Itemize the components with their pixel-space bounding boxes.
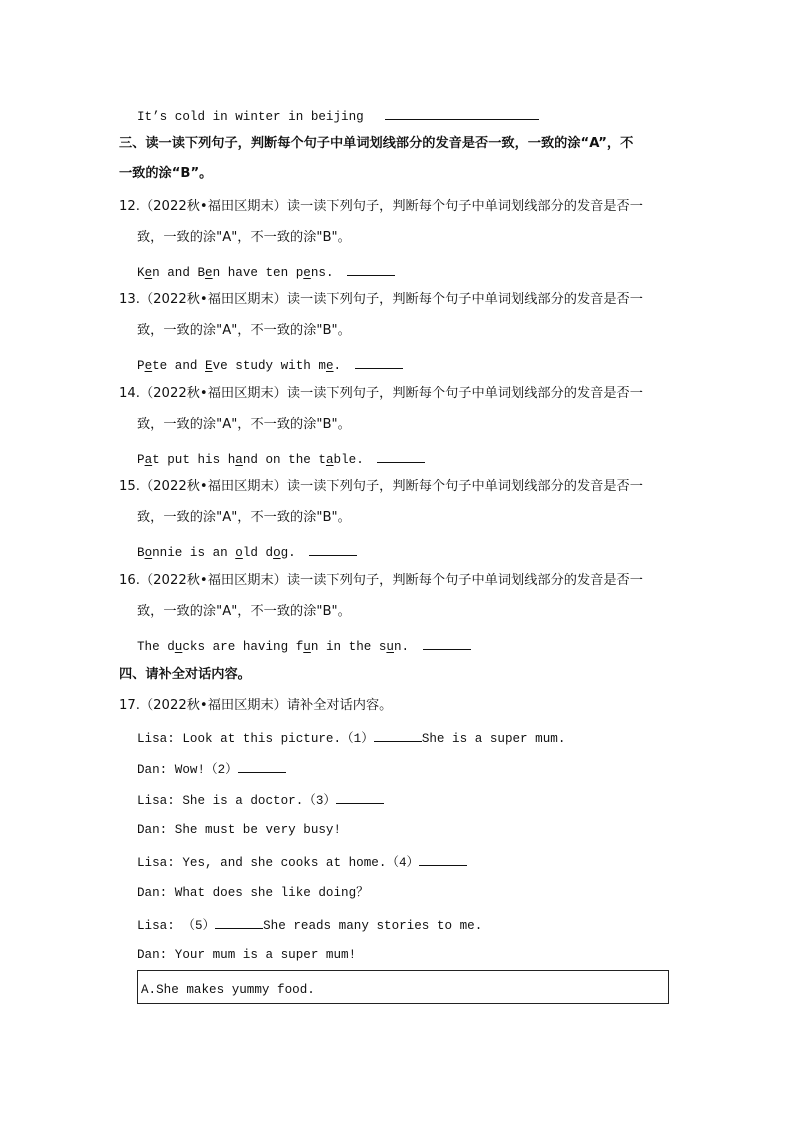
- question-13-prompt: 13.（2022秋•福田区期末）读一读下列句子，判断每个句子中单词划线部分的发音是否一: [119, 292, 643, 307]
- sentence-segment: ble.: [333, 453, 364, 467]
- option-a: A.She makes yummy food.: [141, 983, 315, 997]
- question-14-sentence: [137, 449, 425, 469]
- question-15-sentence: [137, 542, 357, 562]
- sentence-segment: n.: [393, 640, 410, 654]
- options-box: [137, 970, 669, 1004]
- question-17-prompt: 17.（2022秋•福田区期末）请补全对话内容。: [119, 698, 393, 713]
- sentence-text: [137, 266, 334, 280]
- underlined-letters: E: [205, 359, 213, 373]
- underlined-letters: u: [174, 640, 183, 654]
- underlined-letters: a: [144, 453, 153, 467]
- answer-blank[interactable]: [347, 262, 395, 276]
- sentence-segment: ns.: [310, 266, 334, 280]
- answer-blank[interactable]: [377, 449, 425, 463]
- answer-blank[interactable]: [385, 106, 539, 120]
- question-16-sentence: [137, 636, 471, 656]
- question-13-sentence: [137, 355, 403, 375]
- sentence-segment: P: [137, 359, 145, 373]
- sentence-segment: ve study with m: [212, 359, 326, 373]
- dialogue-line-2: Dan: Wow!（2）: [137, 759, 286, 779]
- sentence-text: [137, 359, 341, 373]
- answer-blank-4[interactable]: [419, 852, 467, 866]
- question-12-prompt: 12.（2022秋•福田区期末）读一读下列句子，判断每个句子中单词划线部分的发音是否一: [119, 199, 643, 214]
- question-13-prompt-line2: 致，一致的涂"A"，不一致的涂"B"。: [137, 323, 351, 338]
- dialogue-line-4: Dan: She must be very busy!: [137, 823, 342, 837]
- sentence-text: [137, 640, 409, 654]
- answer-blank-1[interactable]: [374, 728, 422, 742]
- answer-blank-5[interactable]: [215, 915, 263, 929]
- question-15-prompt: 15.（2022秋•福田区期末）读一读下列句子，判断每个句子中单词划线部分的发音是否一: [119, 479, 643, 494]
- sentence-segment: nd on the t: [242, 453, 326, 467]
- sentence-segment: n in the s: [310, 640, 387, 654]
- answer-line-winter: It’s cold in winter in beijing: [137, 106, 539, 126]
- underlined-letters: e: [325, 359, 334, 373]
- answer-blank-3[interactable]: [336, 790, 384, 804]
- question-15-prompt-line2: 致，一致的涂"A"，不一致的涂"B"。: [137, 510, 351, 525]
- underlined-letters: e: [303, 266, 311, 280]
- answer-blank[interactable]: [423, 636, 471, 650]
- question-14-prompt-line2: 致，一致的涂"A"，不一致的涂"B"。: [137, 417, 351, 432]
- underlined-letters: o: [235, 546, 243, 560]
- sentence-segment: t put his h: [152, 453, 236, 467]
- question-14-prompt: 14.（2022秋•福田区期末）读一读下列句子，判断每个句子中单词划线部分的发音是否一: [119, 386, 643, 401]
- underlined-letters: a: [235, 453, 243, 467]
- sentence-text: [137, 453, 364, 467]
- sentence-segment: te and: [152, 359, 206, 373]
- question-12-sentence: [137, 262, 395, 282]
- sentence-segment: ld d: [242, 546, 274, 560]
- dialogue-line-3: Lisa: She is a doctor.（3）: [137, 790, 384, 810]
- question-16-prompt-line2: 致，一致的涂"A"，不一致的涂"B"。: [137, 604, 351, 619]
- question-12-prompt-line2: 致，一致的涂"A"，不一致的涂"B"。: [137, 230, 351, 245]
- answer-blank[interactable]: [309, 542, 357, 556]
- underlined-letters: e: [205, 266, 213, 280]
- dialogue-line-1: Lisa: Look at this picture.（1） She is a super mum.: [137, 728, 565, 748]
- underlined-letters: e: [144, 359, 153, 373]
- sentence-segment: nnie is an: [152, 546, 236, 560]
- dialogue-line-6: Dan: What does she like doing？: [137, 886, 369, 900]
- underlined-letters: o: [144, 546, 153, 560]
- sentence-segment: The d: [137, 640, 175, 654]
- answer-blank[interactable]: [355, 355, 403, 369]
- dialogue-line-8: Dan: Your mum is a super mum!: [137, 948, 357, 962]
- underlined-letters: u: [386, 640, 394, 654]
- underlined-letters: u: [303, 640, 311, 654]
- sentence-segment: K: [137, 266, 145, 280]
- sentence-text: [137, 546, 296, 560]
- section-4-heading: 四、请补全对话内容。: [119, 667, 251, 682]
- dialogue-line-7: Lisa: （5） She reads many stories to me.: [137, 915, 482, 935]
- sentence-segment: n and B: [152, 266, 206, 280]
- question-16-prompt: 16.（2022秋•福田区期末）读一读下列句子，判断每个句子中单词划线部分的发音是否一: [119, 573, 643, 588]
- sentence-segment: cks are having f: [182, 640, 304, 654]
- underlined-letters: a: [325, 453, 334, 467]
- section-3-heading-line2: 一致的涂“B”。: [119, 166, 213, 181]
- sentence-segment: n have ten p: [212, 266, 304, 280]
- sentence-segment: .: [333, 359, 342, 373]
- section-3-heading-line1: 三、读一读下列句子，判断每个句子中单词划线部分的发音是否一致，一致的涂“A”，不: [119, 136, 634, 151]
- answer-blank-2[interactable]: [238, 759, 286, 773]
- sentence-segment: B: [137, 546, 145, 560]
- sentence-segment: g.: [280, 546, 296, 560]
- sentence-segment: P: [137, 453, 145, 467]
- underlined-letters: e: [144, 266, 153, 280]
- dialogue-line-5: Lisa: Yes, and she cooks at home.（4）: [137, 852, 467, 872]
- underlined-letters: o: [273, 546, 281, 560]
